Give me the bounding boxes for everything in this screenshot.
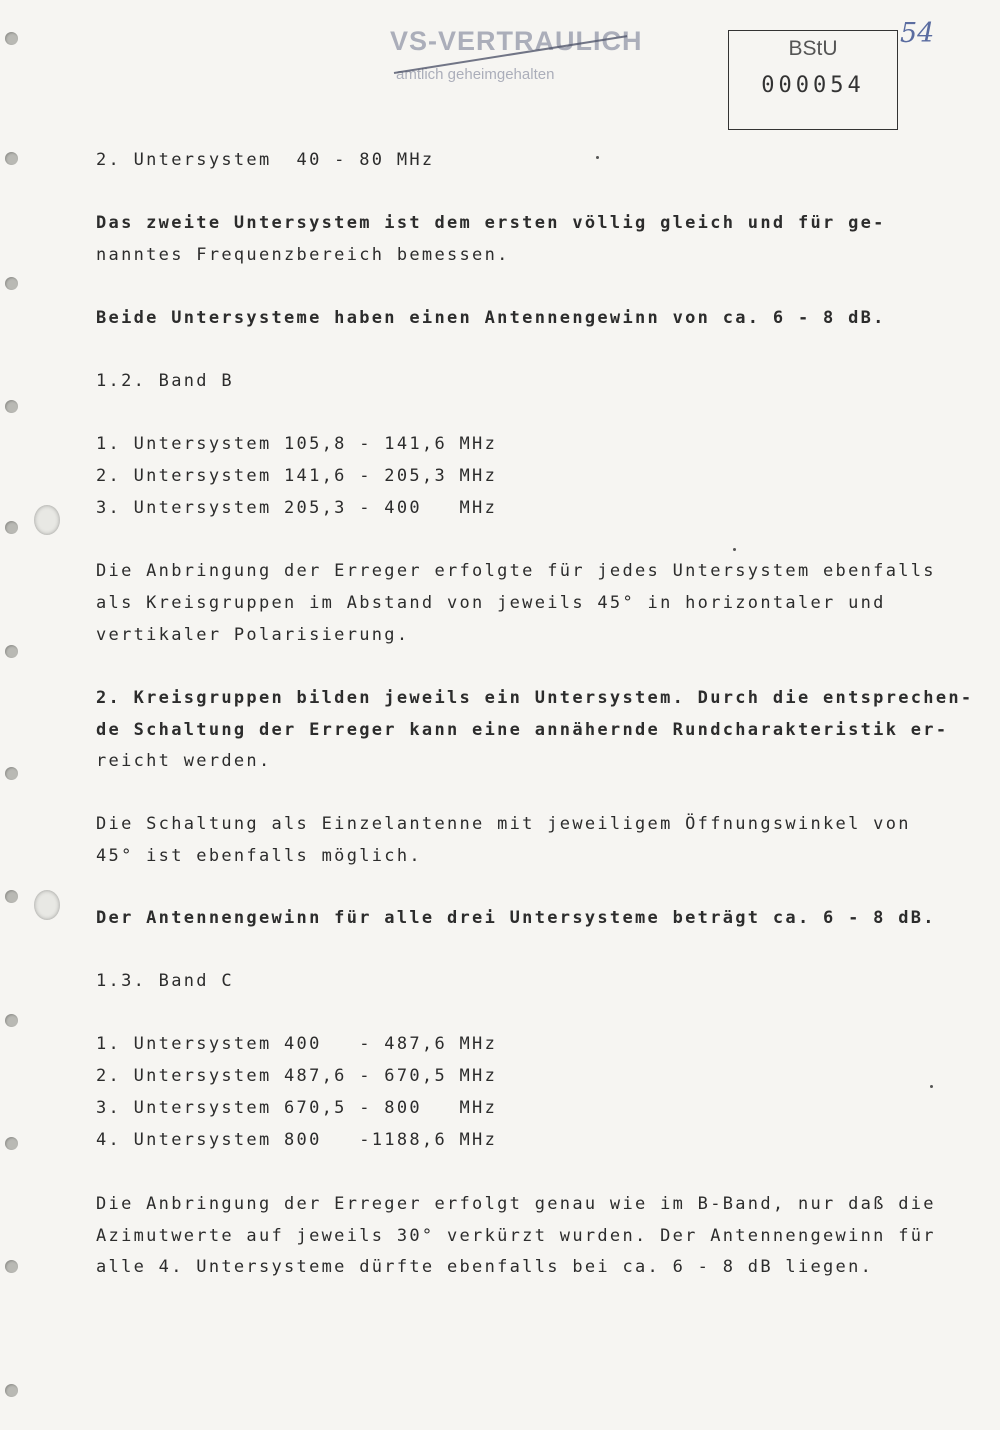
frequency-list-item: 3. Untersystem 205,3 - 400 MHz	[96, 498, 498, 518]
punch-hole	[5, 521, 18, 534]
classification-stamp	[388, 24, 643, 96]
text-line: als Kreisgruppen im Abstand von jeweils 45° in horizontaler und	[96, 593, 886, 613]
section-heading: 1.2. Band B	[96, 371, 234, 391]
punch-hole	[5, 1014, 18, 1027]
dust-speck	[930, 1085, 933, 1088]
punch-hole	[5, 1137, 18, 1150]
text-line: Die Anbringung der Erreger erfolgte für jedes Untersystem ebenfalls	[96, 561, 936, 581]
punch-hole	[34, 505, 60, 535]
frequency-list-item: 1. Untersystem 105,8 - 141,6 MHz	[96, 434, 498, 454]
frequency-list-item: 1. Untersystem 400 - 487,6 MHz	[96, 1034, 498, 1054]
text-line: 45° ist ebenfalls möglich.	[96, 846, 422, 866]
archive-number-box	[728, 30, 898, 130]
punch-hole	[5, 32, 18, 45]
archive-label: BStU	[788, 37, 838, 60]
frequency-list-item: 4. Untersystem 800 -1188,6 MHz	[96, 1130, 498, 1150]
punch-hole	[5, 645, 18, 658]
text-line: alle 4. Untersysteme dürfte ebenfalls bei ca. 6 - 8 dB liegen.	[96, 1257, 874, 1277]
punch-hole	[5, 1384, 18, 1397]
text-line: Der Antennengewinn für alle drei Untersysteme beträgt ca. 6 - 8 dB.	[96, 908, 936, 928]
text-line: Die Anbringung der Erreger erfolgt genau wie im B-Band, nur daß die	[96, 1194, 936, 1214]
frequency-list-item: 2. Untersystem 141,6 - 205,3 MHz	[96, 466, 498, 486]
section-heading: 2. Untersystem 40 - 80 MHz	[96, 150, 435, 170]
stamp-classification-text: VS-VERTRAULICH	[390, 26, 643, 56]
frequency-list-item: 2. Untersystem 487,6 - 670,5 MHz	[96, 1066, 498, 1086]
section-heading: 1.3. Band C	[96, 971, 234, 991]
text-line: vertikaler Polarisierung.	[96, 625, 410, 645]
text-line: de Schaltung der Erreger kann eine annähernde Rundcharakteristik er-	[96, 720, 949, 740]
stamp-subtext: amtlich geheimgehalten	[396, 66, 555, 83]
punch-hole	[34, 890, 60, 920]
text-line: Das zweite Untersystem ist dem ersten völlig gleich und für ge-	[96, 213, 886, 233]
text-line: reicht werden.	[96, 751, 272, 771]
text-line: 2. Kreisgruppen bilden jeweils ein Untersystem. Durch die entsprechen-	[96, 688, 974, 708]
dust-speck	[733, 548, 736, 551]
frequency-list-item: 3. Untersystem 670,5 - 800 MHz	[96, 1098, 498, 1118]
punch-hole	[5, 1260, 18, 1273]
punch-hole	[5, 152, 18, 165]
text-line: Die Schaltung als Einzelantenne mit jeweiligem Öffnungswinkel von	[96, 814, 911, 834]
text-line: Azimutwerte auf jeweils 30° verkürzt wurden. Der Antennengewinn für	[96, 1226, 936, 1246]
punch-hole	[5, 277, 18, 290]
dust-speck	[596, 156, 599, 159]
punch-hole	[5, 767, 18, 780]
punch-hole	[5, 890, 18, 903]
text-line: nanntes Frequenzbereich bemessen.	[96, 245, 510, 265]
punch-hole	[5, 400, 18, 413]
archive-number: 000054	[761, 73, 865, 98]
text-line: Beide Untersysteme haben einen Antennengewinn von ca. 6 - 8 dB.	[96, 308, 886, 328]
handwritten-page-number: 54	[900, 18, 935, 49]
